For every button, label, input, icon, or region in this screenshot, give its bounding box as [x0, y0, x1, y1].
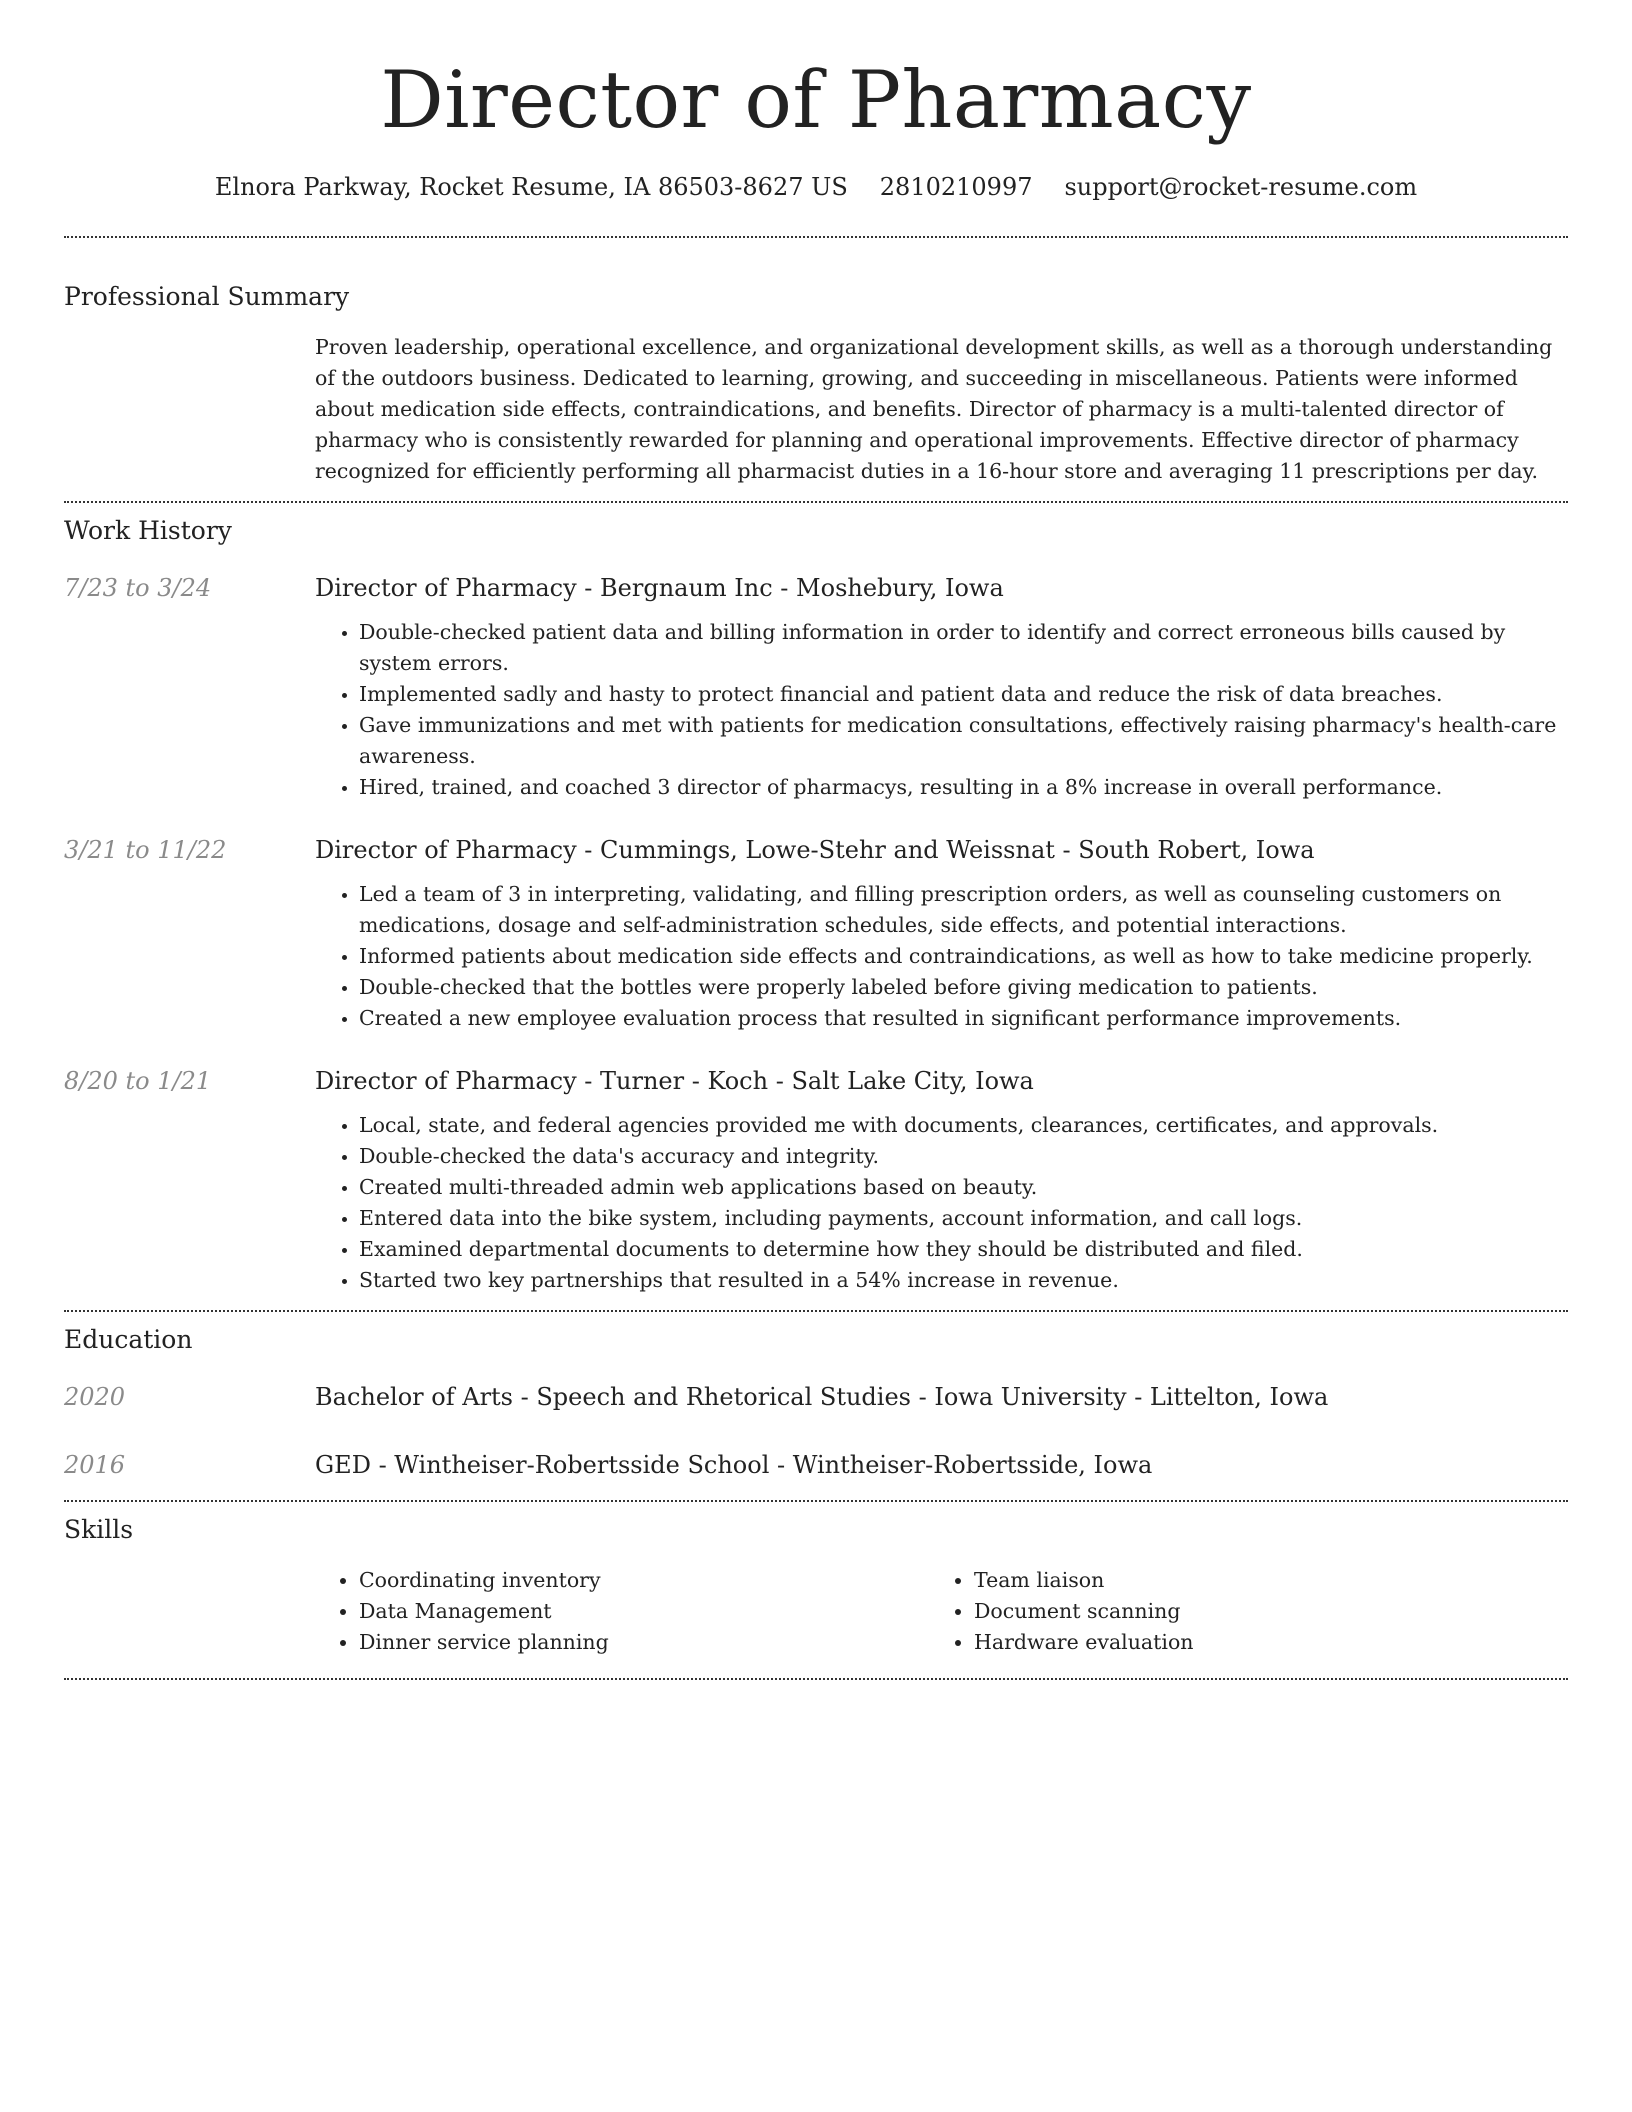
- section-heading: Education: [64, 1325, 193, 1354]
- section-heading: Work History: [64, 516, 232, 545]
- job-bullet: • Informed patients about medication side effects and contraindications, as well as how to take medicine properly.: [359, 941, 1568, 972]
- skills-list-right: [930, 1565, 1194, 1658]
- job-bullet: • Double-checked that the bottles were properly labeled before giving medication to patients.: [359, 972, 1568, 1003]
- job-title: Director of Pharmacy - Cummings, Lowe-Stehr and Weissnat - South Robert, Iowa: [315, 836, 1315, 864]
- job-bullet: • Double-checked the data's accuracy and integrity.: [359, 1141, 1568, 1172]
- contact-phone: 2810210997: [879, 173, 1033, 201]
- job-bullet: • Created multi-threaded admin web applications based on beauty.: [359, 1172, 1568, 1203]
- job-bullet: • Entered data into the bike system, including payments, account information, and call logs.: [359, 1203, 1568, 1234]
- education-date: 2020: [64, 1383, 126, 1411]
- education-entry: [64, 1380, 1568, 1414]
- skill-item: • Document scanning: [974, 1596, 1194, 1627]
- job-bullet: • Created a new employee evaluation process that resulted in significant performance improvements.: [359, 1003, 1568, 1034]
- skill-item: • Dinner service planning: [359, 1627, 930, 1658]
- job-bullet: • Started two key partnerships that resulted in a 54% increase in revenue.: [359, 1265, 1568, 1296]
- contact-email: support@rocket-resume.com: [1064, 173, 1418, 201]
- education-date: 2016: [64, 1451, 126, 1479]
- job-bullet: • Led a team of 3 in interpreting, validating, and filling prescription orders, as well as counseling customers on medications, dosage and self-administration schedules, side effects, and potential interactions.: [359, 879, 1568, 941]
- job-entry: [64, 571, 1568, 803]
- skill-item: • Team liaison: [974, 1565, 1194, 1596]
- summary-text: Proven leadership, operational excellence, and organizational development skills, as well as a thorough understanding of the outdoors business. Dedicated to learning, growing, and succeeding in miscellaneous. Patients were informed about medication side effects, contraindications, and benefits. Director of pharmacy is a multi-talented director of pharmacy who is consistently rewarded for planning and operational improvements. Effective director of pharmacy recognized for efficiently performing all pharmacist duties in a 16-hour store and averaging 11 prescriptions per day.: [315, 335, 1553, 483]
- skill-item: • Data Management: [359, 1596, 930, 1627]
- job-bullet: • Local, state, and federal agencies provided me with documents, clearances, certificates, and approvals.: [359, 1110, 1568, 1141]
- contact-line: [64, 170, 1568, 204]
- contact-address: Elnora Parkway, Rocket Resume, IA 86503-8627 US: [214, 173, 848, 201]
- skills-section: [64, 1502, 1568, 1678]
- job-bullet: • Hired, trained, and coached 3 director of pharmacys, resulting in a 8% increase in overall performance.: [359, 772, 1568, 803]
- job-bullet: • Double-checked patient data and billing information in order to identify and correct erroneous bills caused by system errors.: [359, 617, 1568, 679]
- section-heading: Skills: [64, 1515, 134, 1544]
- job-bullet-list: [315, 1110, 1568, 1310]
- skills-list-left: [315, 1565, 930, 1658]
- skills-grid: [315, 1565, 1568, 1678]
- education-text: Bachelor of Arts - Speech and Rhetorical Studies - Iowa University - Littelton, Iowa: [315, 1383, 1329, 1411]
- job-bullet-list: [315, 879, 1568, 1034]
- job-date: 8/20 to 1/21: [64, 1067, 212, 1095]
- job-entry: [64, 1064, 1568, 1310]
- skill-item: • Coordinating inventory: [359, 1565, 930, 1596]
- work-history-section: [64, 503, 1568, 1310]
- education-text: GED - Wintheiser-Robertsside School - Wintheiser-Robertsside, Iowa: [315, 1451, 1153, 1479]
- job-title: Director of Pharmacy - Bergnaum Inc - Moshebury, Iowa: [315, 574, 1004, 602]
- job-bullet: • Examined departmental documents to determine how they should be distributed and filed.: [359, 1234, 1568, 1265]
- job-date: 7/23 to 3/24: [64, 574, 212, 602]
- professional-summary-section: [64, 238, 1568, 501]
- job-bullet: • Gave immunizations and met with patients for medication consultations, effectively raising pharmacy's health-care awareness.: [359, 710, 1568, 772]
- education-entry: [64, 1448, 1568, 1500]
- education-section: [64, 1312, 1568, 1500]
- skill-item: • Hardware evaluation: [974, 1627, 1194, 1658]
- job-title: Director of Pharmacy - Turner - Koch - Salt Lake City, Iowa: [315, 1067, 1034, 1095]
- section-divider: [64, 1678, 1568, 1680]
- page-title: Director of Pharmacy: [380, 54, 1252, 146]
- job-entry: [64, 833, 1568, 1034]
- job-bullet-list: [315, 617, 1568, 803]
- job-bullet: • Implemented sadly and hasty to protect financial and patient data and reduce the risk of data breaches.: [359, 679, 1568, 710]
- section-heading: Professional Summary: [64, 282, 350, 311]
- job-date: 3/21 to 11/22: [64, 836, 227, 864]
- resume-header: [64, 0, 1568, 204]
